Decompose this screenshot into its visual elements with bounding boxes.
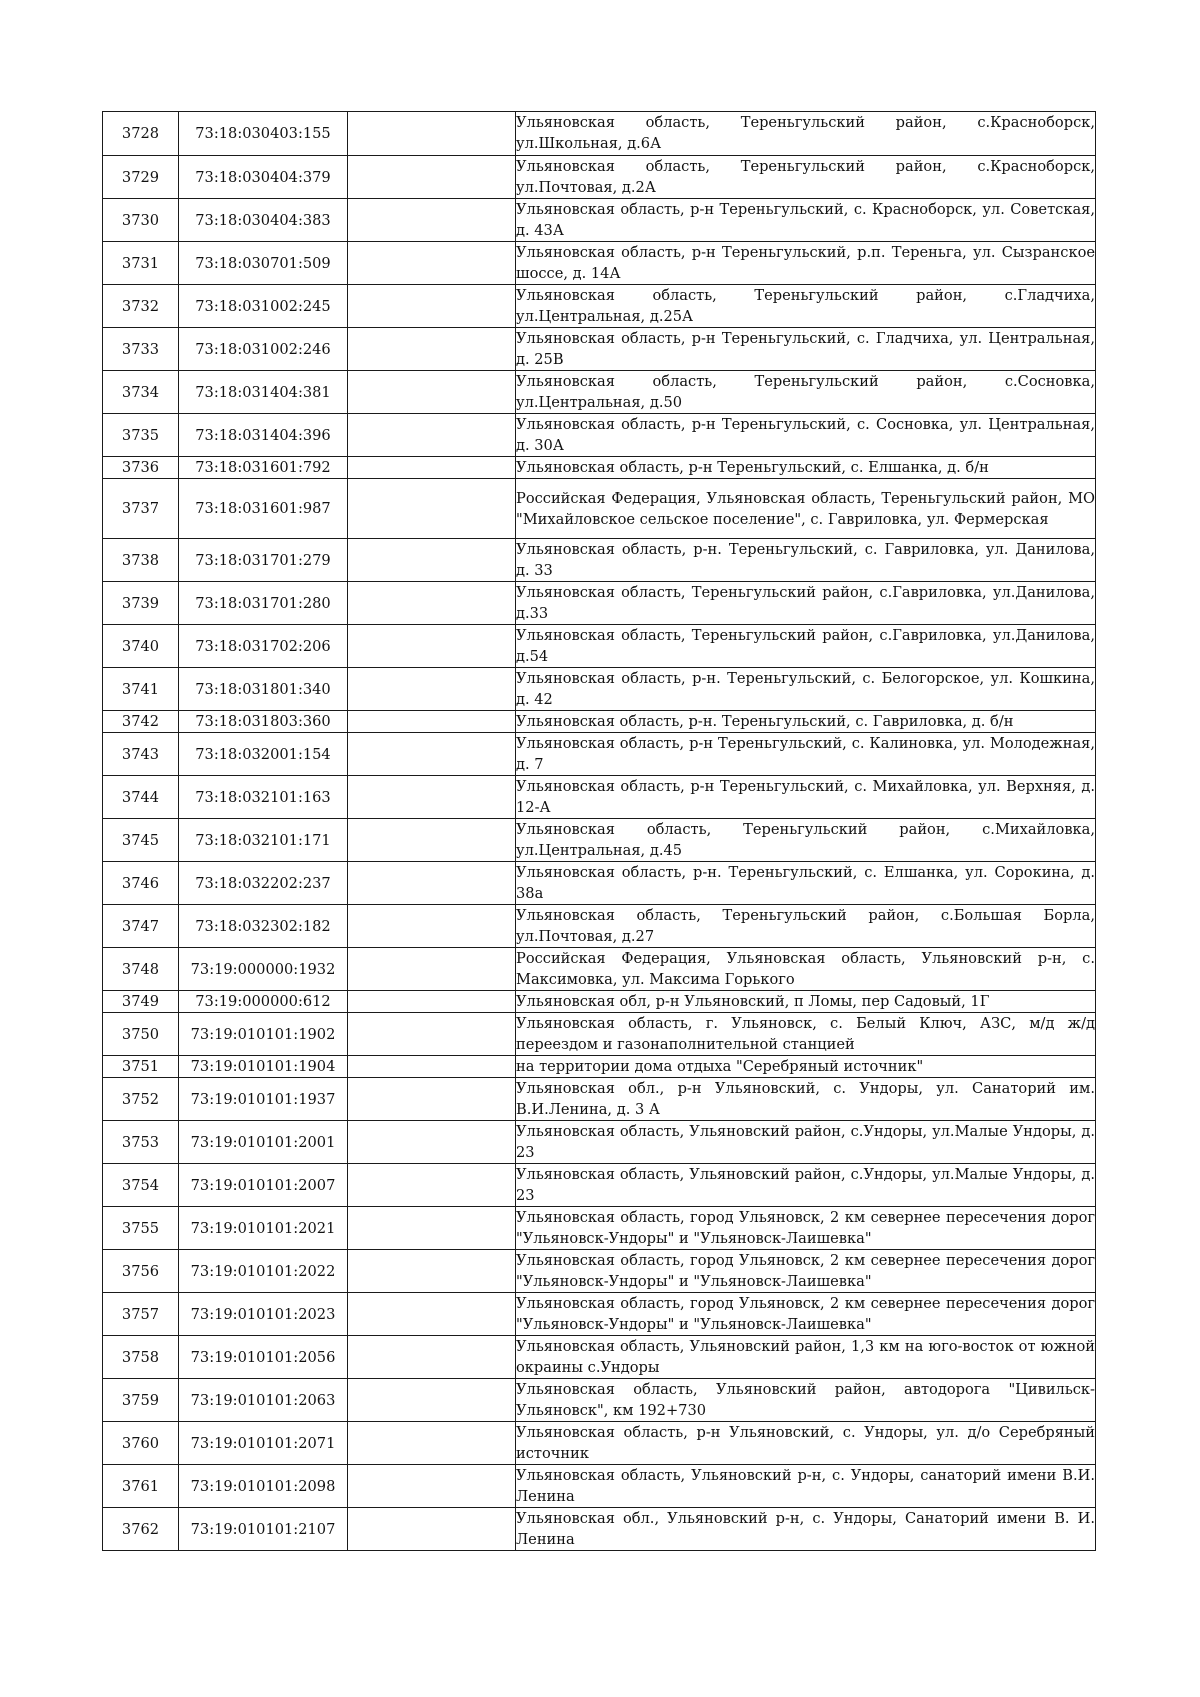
address-cell: Ульяновская область, город Ульяновск, 2 км севернее пересечения дорог "Ульяновск-Ундоры" и "Ульяновск-Лаишевка"	[516, 1293, 1096, 1336]
row-number-cell: 3745	[103, 819, 179, 862]
row-number-cell: 3752	[103, 1078, 179, 1121]
cadastral-number-cell: 73:19:010101:2063	[179, 1379, 348, 1422]
cadastral-number-cell: 73:18:030701:509	[179, 242, 348, 285]
row-number-cell: 3739	[103, 582, 179, 625]
table-row	[103, 199, 1096, 242]
table-row	[103, 776, 1096, 819]
empty-cell	[348, 457, 516, 479]
cadastral-number-cell: 73:19:000000:612	[179, 991, 348, 1013]
table-row	[103, 285, 1096, 328]
table-row	[103, 1164, 1096, 1207]
table-row	[103, 733, 1096, 776]
empty-cell	[348, 733, 516, 776]
table-row	[103, 414, 1096, 457]
row-number-cell: 3738	[103, 539, 179, 582]
address-cell: Ульяновская область, г. Ульяновск, с. Белый Ключ, АЗС, м/д ж/д переездом и газонаполнительной станцией	[516, 1013, 1096, 1056]
address-cell: Ульяновская область, Тереньгульский район, с.Красноборск, ул.Почтовая, д.2А	[516, 156, 1096, 199]
row-number-cell: 3740	[103, 625, 179, 668]
cadastral-number-cell: 73:19:010101:1904	[179, 1056, 348, 1078]
address-cell: Ульяновская область, Тереньгульский район, с.Гавриловка, ул.Данилова, д.54	[516, 625, 1096, 668]
cadastral-number-cell: 73:19:010101:2022	[179, 1250, 348, 1293]
row-number-cell: 3729	[103, 156, 179, 199]
empty-cell	[348, 625, 516, 668]
table-row	[103, 1250, 1096, 1293]
row-number-cell: 3760	[103, 1422, 179, 1465]
address-cell: Ульяновская область, Ульяновский район, с.Ундоры, ул.Малые Ундоры, д. 23	[516, 1164, 1096, 1207]
address-cell: Ульяновская область, р-н. Тереньгульский, с. Гавриловка, ул. Данилова, д. 33	[516, 539, 1096, 582]
cadastral-number-cell: 73:19:010101:2007	[179, 1164, 348, 1207]
table-row	[103, 1293, 1096, 1336]
empty-cell	[348, 112, 516, 156]
address-cell: Ульяновская область, Тереньгульский район, с.Сосновка, ул.Центральная, д.50	[516, 371, 1096, 414]
table-row	[103, 1465, 1096, 1508]
empty-cell	[348, 242, 516, 285]
row-number-cell: 3762	[103, 1508, 179, 1551]
table-row	[103, 156, 1096, 199]
address-cell: Ульяновская область, р-н Тереньгульский, с. Калиновка, ул. Молодежная, д. 7	[516, 733, 1096, 776]
cadastral-number-cell: 73:18:032101:171	[179, 819, 348, 862]
address-cell: Российская Федерация, Ульяновская область, Тереньгульский район, МО "Михайловское сельское поселение", с. Гавриловка, ул. Фермерская	[516, 479, 1096, 539]
table-row	[103, 1379, 1096, 1422]
cadastral-number-cell: 73:19:010101:2071	[179, 1422, 348, 1465]
table-row	[103, 328, 1096, 371]
address-cell: Российская Федерация, Ульяновская область, Ульяновский р-н, с. Максимовка, ул. Максима Горького	[516, 948, 1096, 991]
table-row	[103, 112, 1096, 156]
table-row	[103, 582, 1096, 625]
row-number-cell: 3735	[103, 414, 179, 457]
cadastral-number-cell: 73:18:031701:279	[179, 539, 348, 582]
address-cell: Ульяновская область, р-н Тереньгульский, с. Михайловка, ул. Верхняя, д. 12-А	[516, 776, 1096, 819]
empty-cell	[348, 991, 516, 1013]
address-cell: Ульяновская область, р-н. Тереньгульский, с. Гавриловка, д. б/н	[516, 711, 1096, 733]
row-number-cell: 3734	[103, 371, 179, 414]
empty-cell	[348, 156, 516, 199]
table-row	[103, 1422, 1096, 1465]
empty-cell	[348, 711, 516, 733]
table-row	[103, 1013, 1096, 1056]
address-cell: Ульяновская область, город Ульяновск, 2 км севернее пересечения дорог "Ульяновск-Ундоры" и "Ульяновск-Лаишевка"	[516, 1250, 1096, 1293]
address-cell: Ульяновская область, Тереньгульский район, с.Гавриловка, ул.Данилова, д.33	[516, 582, 1096, 625]
cadastral-number-cell: 73:18:031002:245	[179, 285, 348, 328]
address-cell: Ульяновская область, Тереньгульский район, с.Красноборск, ул.Школьная, д.6А	[516, 112, 1096, 156]
empty-cell	[348, 1121, 516, 1164]
empty-cell	[348, 539, 516, 582]
table-row	[103, 1056, 1096, 1078]
table-row	[103, 1207, 1096, 1250]
empty-cell	[348, 1078, 516, 1121]
table-row	[103, 819, 1096, 862]
cadastral-number-cell: 73:18:030403:155	[179, 112, 348, 156]
table-row	[103, 371, 1096, 414]
table-row	[103, 625, 1096, 668]
cadastral-number-cell: 73:18:030404:383	[179, 199, 348, 242]
empty-cell	[348, 1293, 516, 1336]
row-number-cell: 3761	[103, 1465, 179, 1508]
address-cell: Ульяновская область, Тереньгульский район, с.Гладчиха, ул.Центральная, д.25А	[516, 285, 1096, 328]
table-row	[103, 1508, 1096, 1551]
address-cell: Ульяновская область, Ульяновский район, 1,3 км на юго-восток от южной окраины с.Ундоры	[516, 1336, 1096, 1379]
cadastral-number-cell: 73:18:031801:340	[179, 668, 348, 711]
empty-cell	[348, 1056, 516, 1078]
row-number-cell: 3732	[103, 285, 179, 328]
row-number-cell: 3751	[103, 1056, 179, 1078]
address-cell: Ульяновская обл., р-н Ульяновский, с. Ундоры, ул. Санаторий им. В.И.Ленина, д. 3 А	[516, 1078, 1096, 1121]
row-number-cell: 3742	[103, 711, 179, 733]
empty-cell	[348, 285, 516, 328]
cadastral-number-cell: 73:18:032101:163	[179, 776, 348, 819]
address-cell: Ульяновская обл, р-н Ульяновский, п Ломы, пер Садовый, 1Г	[516, 991, 1096, 1013]
empty-cell	[348, 668, 516, 711]
row-number-cell: 3757	[103, 1293, 179, 1336]
table-row	[103, 457, 1096, 479]
table-row	[103, 711, 1096, 733]
empty-cell	[348, 1379, 516, 1422]
empty-cell	[348, 582, 516, 625]
cadastral-number-cell: 73:19:010101:2023	[179, 1293, 348, 1336]
table-row	[103, 1121, 1096, 1164]
table-row	[103, 1336, 1096, 1379]
empty-cell	[348, 1013, 516, 1056]
empty-cell	[348, 1336, 516, 1379]
address-cell: Ульяновская область, р-н Тереньгульский, р.п. Тереньга, ул. Сызранское шоссе, д. 14А	[516, 242, 1096, 285]
cadastral-number-cell: 73:19:010101:2098	[179, 1465, 348, 1508]
row-number-cell: 3755	[103, 1207, 179, 1250]
cadastral-number-cell: 73:19:010101:2001	[179, 1121, 348, 1164]
registry-table	[102, 111, 1096, 1551]
address-cell: Ульяновская область, Ульяновский район, автодорога "Цивильск-Ульяновск", км 192+730	[516, 1379, 1096, 1422]
table-row	[103, 479, 1096, 539]
empty-cell	[348, 1508, 516, 1551]
cadastral-number-cell: 73:19:010101:2107	[179, 1508, 348, 1551]
address-cell: Ульяновская область, р-н Тереньгульский, с. Елшанка, д. б/н	[516, 457, 1096, 479]
empty-cell	[348, 1422, 516, 1465]
address-cell: Ульяновская область, Ульяновский район, с.Ундоры, ул.Малые Ундоры, д. 23	[516, 1121, 1096, 1164]
row-number-cell: 3754	[103, 1164, 179, 1207]
address-cell: Ульяновская область, р-н. Тереньгульский, с. Елшанка, ул. Сорокина, д. 38а	[516, 862, 1096, 905]
row-number-cell: 3756	[103, 1250, 179, 1293]
table-row	[103, 905, 1096, 948]
address-cell: Ульяновская область, р-н Тереньгульский, с. Гладчиха, ул. Центральная, д. 25В	[516, 328, 1096, 371]
cadastral-number-cell: 73:19:010101:1937	[179, 1078, 348, 1121]
cadastral-number-cell: 73:18:031803:360	[179, 711, 348, 733]
cadastral-number-cell: 73:19:010101:2056	[179, 1336, 348, 1379]
empty-cell	[348, 199, 516, 242]
row-number-cell: 3759	[103, 1379, 179, 1422]
table-row	[103, 991, 1096, 1013]
address-cell: Ульяновская область, Ульяновский р-н, с. Ундоры, санаторий имени В.И. Ленина	[516, 1465, 1096, 1508]
cadastral-number-cell: 73:19:010101:2021	[179, 1207, 348, 1250]
row-number-cell: 3746	[103, 862, 179, 905]
address-cell: Ульяновская область, р-н Тереньгульский, с. Сосновка, ул. Центральная, д. 30А	[516, 414, 1096, 457]
address-cell: Ульяновская область, р-н Тереньгульский, с. Красноборск, ул. Советская, д. 43А	[516, 199, 1096, 242]
row-number-cell: 3744	[103, 776, 179, 819]
row-number-cell: 3753	[103, 1121, 179, 1164]
empty-cell	[348, 1250, 516, 1293]
empty-cell	[348, 776, 516, 819]
row-number-cell: 3736	[103, 457, 179, 479]
row-number-cell: 3749	[103, 991, 179, 1013]
empty-cell	[348, 1465, 516, 1508]
empty-cell	[348, 414, 516, 457]
row-number-cell: 3743	[103, 733, 179, 776]
address-cell: на территории дома отдыха "Серебряный источник"	[516, 1056, 1096, 1078]
table-row	[103, 862, 1096, 905]
cadastral-number-cell: 73:18:031404:396	[179, 414, 348, 457]
table-row	[103, 1078, 1096, 1121]
address-cell: Ульяновская область, р-н Ульяновский, с. Ундоры, ул. д/о Серебряный источник	[516, 1422, 1096, 1465]
row-number-cell: 3741	[103, 668, 179, 711]
cadastral-number-cell: 73:18:032202:237	[179, 862, 348, 905]
cadastral-number-cell: 73:18:031601:792	[179, 457, 348, 479]
empty-cell	[348, 819, 516, 862]
row-number-cell: 3728	[103, 112, 179, 156]
empty-cell	[348, 862, 516, 905]
cadastral-number-cell: 73:18:032302:182	[179, 905, 348, 948]
address-cell: Ульяновская обл., Ульяновский р-н, с. Ундоры, Санаторий имени В. И. Ленина	[516, 1508, 1096, 1551]
address-cell: Ульяновская область, город Ульяновск, 2 км севернее пересечения дорог "Ульяновск-Ундоры" и "Ульяновск-Лаишевка"	[516, 1207, 1096, 1250]
row-number-cell: 3731	[103, 242, 179, 285]
cadastral-number-cell: 73:19:010101:1902	[179, 1013, 348, 1056]
address-cell: Ульяновская область, Тереньгульский район, с.Большая Борла, ул.Почтовая, д.27	[516, 905, 1096, 948]
cadastral-number-cell: 73:18:031404:381	[179, 371, 348, 414]
cadastral-number-cell: 73:18:031701:280	[179, 582, 348, 625]
empty-cell	[348, 905, 516, 948]
empty-cell	[348, 371, 516, 414]
table-row	[103, 668, 1096, 711]
row-number-cell: 3733	[103, 328, 179, 371]
cadastral-number-cell: 73:18:032001:154	[179, 733, 348, 776]
row-number-cell: 3748	[103, 948, 179, 991]
cadastral-number-cell: 73:19:000000:1932	[179, 948, 348, 991]
table-row	[103, 948, 1096, 991]
cadastral-number-cell: 73:18:031002:246	[179, 328, 348, 371]
empty-cell	[348, 328, 516, 371]
row-number-cell: 3747	[103, 905, 179, 948]
cadastral-number-cell: 73:18:031601:987	[179, 479, 348, 539]
table-row	[103, 242, 1096, 285]
empty-cell	[348, 1207, 516, 1250]
row-number-cell: 3750	[103, 1013, 179, 1056]
row-number-cell: 3730	[103, 199, 179, 242]
table-row	[103, 539, 1096, 582]
cadastral-number-cell: 73:18:030404:379	[179, 156, 348, 199]
row-number-cell: 3737	[103, 479, 179, 539]
empty-cell	[348, 948, 516, 991]
registry-table-body	[103, 112, 1096, 1551]
empty-cell	[348, 479, 516, 539]
address-cell: Ульяновская область, Тереньгульский район, с.Михайловка, ул.Центральная, д.45	[516, 819, 1096, 862]
address-cell: Ульяновская область, р-н. Тереньгульский, с. Белогорское, ул. Кошкина, д. 42	[516, 668, 1096, 711]
row-number-cell: 3758	[103, 1336, 179, 1379]
empty-cell	[348, 1164, 516, 1207]
cadastral-number-cell: 73:18:031702:206	[179, 625, 348, 668]
